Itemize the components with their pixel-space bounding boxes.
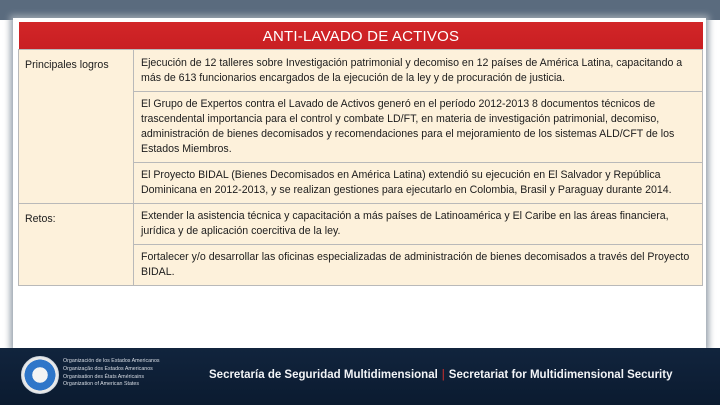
secretariat-name bbox=[209, 369, 672, 381]
oas-seal-icon bbox=[21, 356, 59, 394]
secretariat-english: Secretariat for Multidimensional Security bbox=[448, 369, 673, 381]
table-row bbox=[19, 50, 703, 92]
org-name-en: Organization of American States bbox=[63, 381, 139, 388]
org-name-pt: Organização dos Estados Americanos bbox=[63, 365, 153, 372]
org-name-es: Organización de los Estados Americanos bbox=[63, 358, 160, 364]
achievements-table bbox=[18, 49, 703, 286]
secretariat-spanish: Secretaría de Seguridad Multidimensional bbox=[209, 369, 438, 381]
org-name-fr: Organisation des États Américains bbox=[63, 373, 144, 380]
logro-item: Ejecución de 12 talleres sobre Investigación patrimonial y decomiso en 12 países de América Latina, capacitando a más de 613 funcionarios encargados de la ejecución de la ley y de procuración de justicia. bbox=[134, 50, 703, 92]
organization-names bbox=[63, 358, 213, 389]
reto-item: Extender la asistencia técnica y capacitación a más países de Latinoamérica y El Caribe en las áreas financiera, jurídica y de aplicación coercitiva de la ley. bbox=[134, 204, 703, 245]
slide-title: ANTI-LAVADO DE ACTIVOS bbox=[19, 22, 703, 51]
logro-item: El Proyecto BIDAL (Bienes Decomisados en América Latina) extendió su ejecución en El Salvador y República Dominicana en 2012-2013, y se realizan gestiones para ejecutarlo en Colombia, Brasil y Paraguay durante 2014. bbox=[134, 163, 703, 204]
section-label-logros: Principales logros bbox=[19, 50, 134, 204]
reto-item: Fortalecer y/o desarrollar las oficinas especializadas de administración de bienes decomisados a través del Proyecto BIDAL. bbox=[134, 245, 703, 286]
section-label-retos: Retos: bbox=[19, 204, 134, 286]
top-frame-band bbox=[0, 0, 720, 20]
table-row bbox=[19, 204, 703, 245]
logro-item: El Grupo de Expertos contra el Lavado de Activos generó en el período 2012-2013 8 documentos técnicos de trascendental importancia para el control y combate LD/FT, en materia de investigación patrimonial, decomiso, administración de bienes decomisados y recomendaciones para el mejoramiento de los sistemas ALD/CFT de los Estados Miembros. bbox=[134, 92, 703, 163]
secretariat-separator: | bbox=[441, 369, 445, 381]
